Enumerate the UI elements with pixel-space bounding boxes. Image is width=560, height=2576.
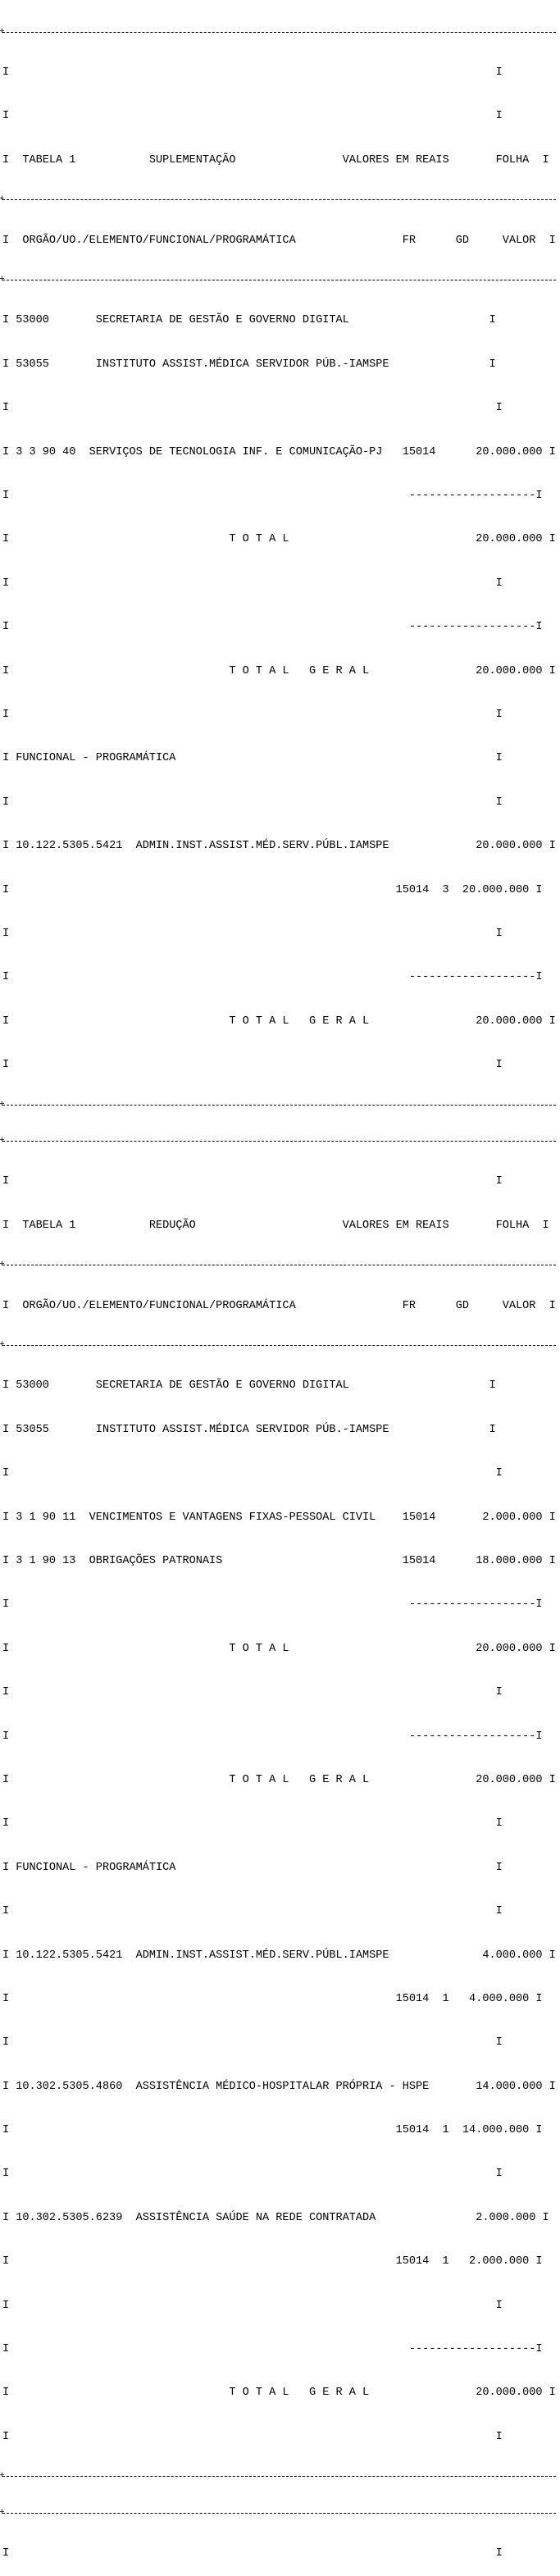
dashed-border bbox=[2, 1102, 556, 1110]
report-line: I I bbox=[2, 796, 503, 809]
dashed-border bbox=[2, 30, 556, 37]
grand-total-line: I T O T A L G E R A L 20.000.000 I bbox=[2, 664, 556, 677]
dashed-border bbox=[2, 1262, 556, 1270]
report-line: I I bbox=[2, 2036, 503, 2049]
report-line: I 15014 1 4.000.000 I bbox=[2, 1992, 543, 2005]
report-line: I I bbox=[2, 1905, 503, 1918]
report-line: I I bbox=[2, 2299, 503, 2312]
report-line: I I bbox=[2, 2430, 503, 2443]
dashed-border bbox=[2, 2473, 556, 2481]
dashed-border bbox=[2, 1138, 556, 1146]
report-line: I I bbox=[2, 1686, 503, 1699]
grand-total-line: I T O T A L G E R A L 20.000.000 I bbox=[2, 1773, 556, 1786]
report-line: I -------------------I bbox=[2, 621, 543, 634]
report-line: I I bbox=[2, 110, 503, 123]
table-header-line: I TABELA 1 REDUÇÃO VALORES EM REAIS FOLHA I bbox=[2, 1219, 549, 1232]
report-line: I 10.302.5305.6239 ASSISTÊNCIA SAÚDE NA REDE CONTRATADA 2.000.000 I bbox=[2, 2211, 549, 2224]
budget-report bbox=[2, 0, 556, 2576]
dashed-border bbox=[2, 1343, 556, 1350]
report-line: I 3 3 90 40 SERVIÇOS DE TECNOLOGIA INF. E COMUNICAÇÃO-PJ 15014 20.000.000 I bbox=[2, 445, 556, 458]
report-line: I I bbox=[2, 2168, 503, 2181]
dashed-border bbox=[2, 2510, 556, 2518]
column-header-line: I ORGÃO/UO./ELEMENTO/FUNCIONAL/PROGRAMÁTICA FR GD VALOR I bbox=[2, 1299, 556, 1312]
report-line: I I bbox=[2, 708, 503, 721]
report-line: I I bbox=[2, 927, 503, 940]
report-line: I 15014 1 14.000.000 I bbox=[2, 2124, 543, 2137]
report-line: I 53055 INSTITUTO ASSIST.MÉDICA SERVIDOR PÚB.-IAMSPE I bbox=[2, 358, 496, 371]
column-header-line: I ORGÃO/UO./ELEMENTO/FUNCIONAL/PROGRAMÁTICA FR GD VALOR I bbox=[2, 234, 556, 247]
report-line: I 53055 INSTITUTO ASSIST.MÉDICA SERVIDOR PÚB.-IAMSPE I bbox=[2, 1423, 496, 1436]
report-line: I 53000 SECRETARIA DE GESTÃO E GOVERNO DIGITAL I bbox=[2, 314, 496, 327]
report-line: I 15014 3 20.000.000 I bbox=[2, 883, 543, 896]
report-line: I I bbox=[2, 577, 503, 590]
dashed-border bbox=[2, 197, 556, 204]
report-line: I I bbox=[2, 2547, 503, 2560]
report-line: I 10.302.5305.4860 ASSISTÊNCIA MÉDICO-HOSPITALAR PRÓPRIA - HSPE 14.000.000 I bbox=[2, 2080, 556, 2093]
report-line: I I bbox=[2, 1817, 503, 1831]
dashed-border bbox=[2, 277, 556, 285]
report-line: I 15014 1 2.000.000 I bbox=[2, 2255, 543, 2268]
section-title-line: I FUNCIONAL - PROGRAMÁTICA I bbox=[2, 752, 503, 765]
report-line: I I bbox=[2, 402, 503, 415]
grand-total-line: I T O T A L G E R A L 20.000.000 I bbox=[2, 1014, 556, 1028]
report-line: I 3 1 90 11 VENCIMENTOS E VANTAGENS FIXAS-PESSOAL CIVIL 15014 2.000.000 I bbox=[2, 1511, 556, 1524]
report-line: I 53000 SECRETARIA DE GESTÃO E GOVERNO DIGITAL I bbox=[2, 1379, 496, 1393]
report-line: I -------------------I bbox=[2, 1598, 543, 1612]
report-line: I 10.122.5305.5421 ADMIN.INST.ASSIST.MÉD.SERV.PÚBL.IAMSPE 4.000.000 I bbox=[2, 1949, 556, 1962]
report-line: I -------------------I bbox=[2, 490, 543, 503]
total-line: I T O T A L 20.000.000 I bbox=[2, 533, 556, 546]
report-line: I I bbox=[2, 1467, 503, 1480]
report-line: I 10.122.5305.5421 ADMIN.INST.ASSIST.MÉD.SERV.PÚBL.IAMSPE 20.000.000 I bbox=[2, 840, 556, 853]
report-line: I I bbox=[2, 1175, 503, 1188]
report-line: I -------------------I bbox=[2, 2343, 543, 2356]
report-line: I -------------------I bbox=[2, 1730, 543, 1743]
total-line: I T O T A L 20.000.000 I bbox=[2, 1642, 556, 1655]
section-title-line: I FUNCIONAL - PROGRAMÁTICA I bbox=[2, 1861, 503, 1874]
report-line: I I bbox=[2, 1059, 503, 1072]
report-line: I -------------------I bbox=[2, 971, 543, 984]
report-line: I I bbox=[2, 66, 503, 80]
table-header-line: I TABELA 1 SUPLEMENTAÇÃO VALORES EM REAIS FOLHA I bbox=[2, 153, 549, 166]
report-line: I 3 1 90 13 OBRIGAÇÕES PATRONAIS 15014 18.000.000 I bbox=[2, 1554, 556, 1567]
grand-total-line: I T O T A L G E R A L 20.000.000 I bbox=[2, 2387, 556, 2400]
